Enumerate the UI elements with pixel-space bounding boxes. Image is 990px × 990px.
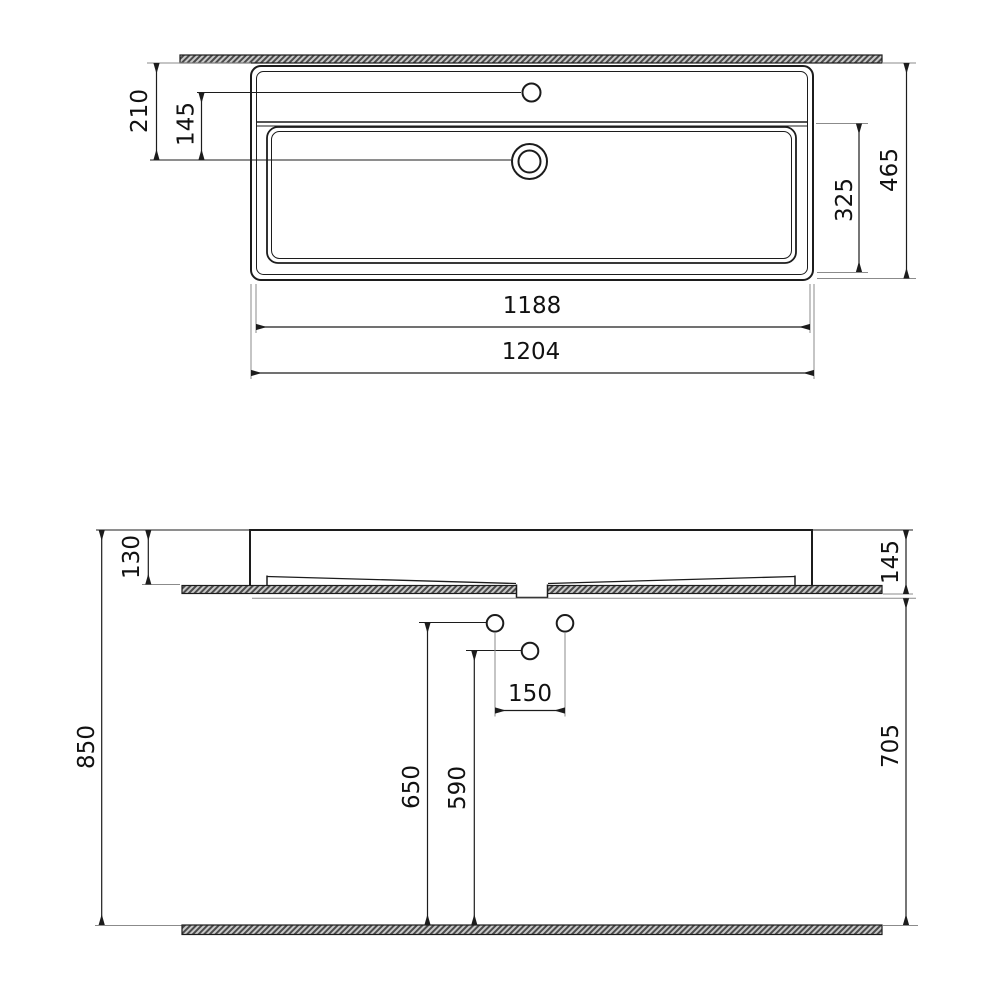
dim-label-body-height: 145 [878,540,905,584]
basin-slope-left [267,577,516,584]
waste-hole-center [522,643,539,660]
dim-label-inner-width: 1188 [502,293,562,319]
dim-label-rim-height: 850 [74,725,101,769]
drain-stub [517,585,548,598]
faucet-hole [523,84,541,102]
drain-inner [519,151,541,173]
supply-hole-left [487,615,504,632]
dim-label-supply-height: 650 [399,765,426,809]
floor-hatch-band [182,925,882,935]
supply-hole-right [557,615,574,632]
top-view [127,55,916,379]
dim-label-overall-width: 1204 [501,339,561,365]
front-view [74,530,918,935]
sink-front-face [250,530,812,585]
wall-hatch-band [180,55,882,63]
basin-outline [267,127,796,263]
basin-slope-right [548,577,795,584]
dim-label-trap-height: 590 [445,766,472,810]
drain-outer [512,144,547,179]
dim-label-supply-spacing: 150 [508,681,552,707]
dim-label-rim-above-counter: 130 [119,535,146,579]
dim-label-overall-depth: 465 [877,148,904,192]
dim-label-faucet-to-drain: 145 [173,102,200,146]
dim-label-rim-to-drain: 210 [127,89,154,133]
dim-label-basin-depth: 325 [832,178,859,222]
dim-label-counter-height: 705 [878,724,905,768]
